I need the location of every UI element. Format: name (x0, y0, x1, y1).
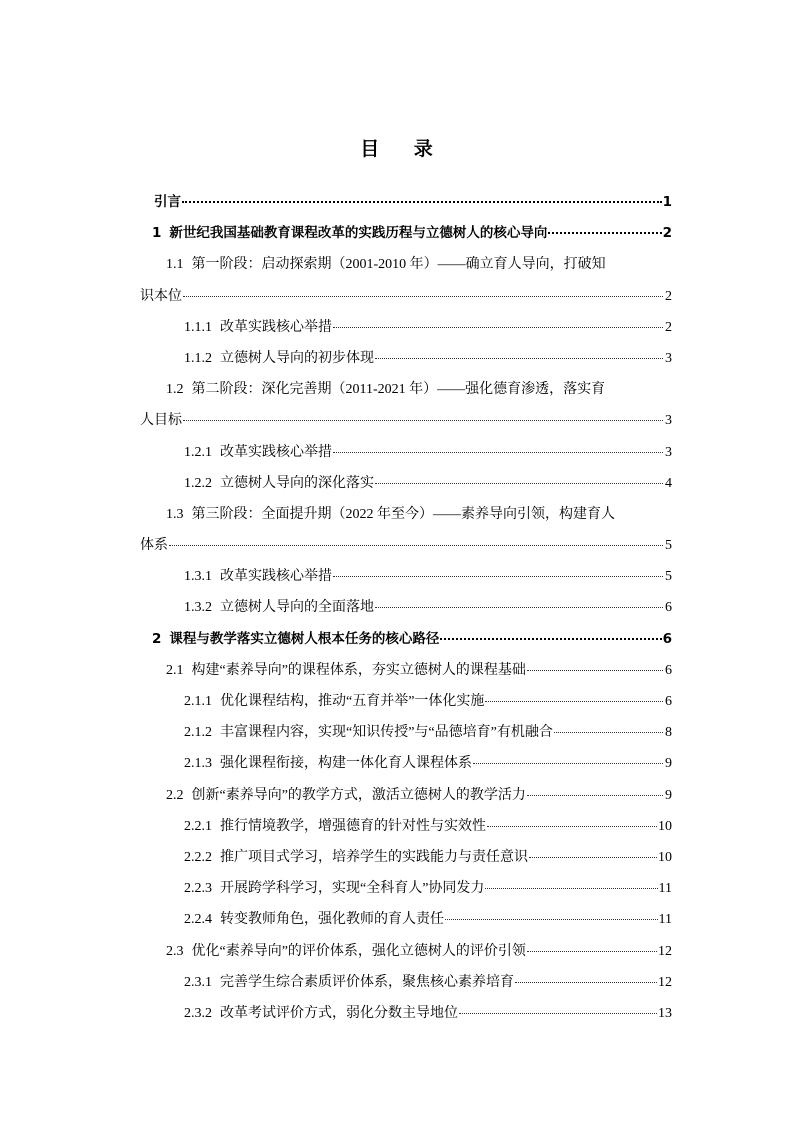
toc-title: 改革实践核心举措 (220, 569, 332, 585)
toc-entry-1-2-2[interactable] (140, 468, 672, 499)
toc-entry-1-3-line2[interactable] (140, 530, 672, 561)
toc-page: 1 (662, 194, 672, 210)
toc-entry-ch1[interactable] (140, 218, 672, 249)
toc-number: 2.1.2 (184, 725, 212, 741)
dot-leader (554, 718, 663, 733)
toc-number: 1.1 (166, 257, 184, 273)
toc-title-continued: 人目标 (140, 413, 182, 429)
toc-title: 创新“素养导向”的教学方式，激活立德树人的教学活力 (191, 787, 526, 803)
page-title: 目 录 (360, 138, 447, 160)
dot-leader (375, 593, 663, 608)
toc-title: 构建“素养导向”的课程体系，夯实立德树人的课程基础 (191, 662, 526, 678)
dot-leader (169, 531, 663, 546)
toc-page: 3 (665, 444, 672, 460)
dot-leader (515, 968, 657, 983)
toc-title: 优化课程结构，推动“五育并举”一体化实施 (220, 694, 485, 709)
dot-leader (529, 843, 657, 858)
toc-entry-2-2-4[interactable] (140, 904, 672, 935)
toc-page: 6 (665, 694, 672, 709)
toc-number: 1.2.2 (184, 475, 212, 491)
toc-page: 12 (658, 943, 672, 959)
toc-entry-2-2-2[interactable] (140, 842, 672, 873)
toc-number: 1.3.1 (184, 569, 212, 585)
toc-number: 1.1.2 (184, 350, 212, 366)
toc-entry-2-2[interactable] (140, 780, 672, 811)
toc-entry-ch2[interactable] (140, 624, 672, 655)
toc-title: 强化课程衔接，构建一体化育人课程体系 (220, 756, 472, 772)
toc-entry-2-1-2[interactable] (140, 717, 672, 748)
dot-leader (548, 218, 661, 234)
toc-number: 2.1.3 (184, 756, 212, 772)
toc-entry-2-3-1[interactable] (140, 967, 672, 998)
toc-entry-intro[interactable] (140, 187, 672, 218)
toc-page: 11 (658, 912, 672, 928)
toc-title: 立德树人导向的初步体现 (220, 350, 374, 366)
toc-number: 2.3.1 (184, 974, 212, 990)
toc-number: 1.1.1 (184, 319, 212, 335)
toc-number: 2 (152, 630, 162, 647)
dot-leader (473, 749, 663, 764)
toc-title: 第一阶段：启动探索期（2001-2010 年）——确立育人导向，打破知 (191, 257, 606, 273)
toc-page: 6 (665, 662, 672, 678)
dot-leader (182, 187, 662, 203)
toc-title: 改革实践核心举措 (220, 319, 332, 335)
toc-title-continued: 体系 (140, 538, 168, 554)
toc-page: 12 (658, 974, 672, 990)
toc-entry-1-2-line1[interactable] (140, 374, 672, 405)
dot-leader (445, 905, 658, 920)
toc-title: 开展跨学科学习，实现“全科育人”协同发力 (220, 881, 485, 897)
toc-page: 3 (665, 413, 672, 429)
toc-number: 2.2.3 (184, 881, 212, 897)
dot-leader (333, 562, 663, 577)
toc-entry-1-1-1[interactable] (140, 312, 672, 343)
toc-title: 优化“素养导向”的评价体系，强化立德树人的评价引领 (191, 943, 526, 959)
toc-number: 2.2.1 (184, 818, 212, 834)
toc-entry-1-2-1[interactable] (140, 437, 672, 468)
toc-title: 新世纪我国基础教育课程改革的实践历程与立德树人的核心导向 (169, 225, 548, 242)
toc-page: 13 (658, 1005, 672, 1021)
toc-page: 8 (665, 725, 672, 741)
toc-title: 推广项目式学习，培养学生的实践能力与责任意识 (220, 849, 528, 865)
toc-title: 转变教师角色，强化教师的育人责任 (220, 912, 444, 928)
toc-title: 推行情境教学，增强德育的针对性与实效性 (220, 818, 486, 834)
dot-leader (459, 999, 657, 1014)
toc-page: 4 (665, 475, 672, 491)
toc-number: 1.2 (166, 382, 184, 398)
toc-title: 丰富课程内容，实现“知识传授”与“品德培育”有机融合 (220, 725, 553, 741)
toc-number: 2.2.2 (184, 849, 212, 865)
toc-entry-2-3[interactable] (140, 936, 672, 967)
toc-number: 2.2.4 (184, 912, 212, 928)
dot-leader (183, 406, 663, 421)
dot-leader (183, 282, 663, 297)
toc-entry-2-3-2[interactable] (140, 998, 672, 1029)
toc-title: 第二阶段：深化完善期（2011-2021 年）——强化德育渗透，落实育 (191, 382, 606, 398)
toc-number: 1.3 (166, 506, 184, 522)
toc-number: 2.1 (166, 662, 184, 678)
dot-leader (333, 313, 663, 328)
toc-title: 完善学生综合素质评价体系，聚焦核心素养培育 (220, 974, 514, 990)
toc-entry-1-1-line1[interactable] (140, 249, 672, 280)
toc-entry-2-1-1[interactable] (140, 686, 672, 717)
dot-leader (527, 781, 663, 796)
toc-entry-1-1-2[interactable] (140, 343, 672, 374)
table-of-contents (140, 187, 672, 1029)
toc-page: 5 (665, 538, 672, 554)
toc-number: 2.1.1 (184, 694, 212, 709)
toc-number: 1.3.2 (184, 600, 212, 616)
toc-entry-1-2-line2[interactable] (140, 405, 672, 436)
toc-entry-1-3-1[interactable] (140, 561, 672, 592)
dot-leader (485, 687, 663, 702)
toc-title: 课程与教学落实立德树人根本任务的核心路径 (169, 630, 440, 647)
toc-entry-2-1-3[interactable] (140, 748, 672, 779)
toc-entry-1-3-line1[interactable] (140, 499, 672, 530)
toc-title: 引言 (154, 194, 181, 210)
toc-page: 11 (658, 881, 672, 897)
toc-page: 6 (662, 630, 672, 647)
toc-entry-2-2-1[interactable] (140, 811, 672, 842)
toc-entry-1-3-2[interactable] (140, 592, 672, 623)
toc-title: 立德树人导向的全面落地 (220, 600, 374, 616)
dot-leader (527, 937, 657, 952)
dot-leader (375, 344, 663, 359)
dot-leader (333, 438, 663, 453)
dot-leader (527, 656, 663, 671)
toc-number: 2.3.2 (184, 1005, 212, 1021)
toc-page: 5 (665, 569, 672, 585)
toc-number: 1.2.1 (184, 444, 212, 460)
toc-number: 2.3 (166, 943, 184, 959)
toc-page: 6 (665, 600, 672, 616)
toc-page: 9 (665, 756, 672, 772)
toc-number: 1 (152, 225, 162, 242)
toc-entry-2-1[interactable] (140, 655, 672, 686)
toc-page: 9 (665, 787, 672, 803)
toc-page: 2 (665, 288, 672, 304)
toc-page: 3 (665, 350, 672, 366)
toc-title: 立德树人导向的深化落实 (220, 475, 374, 491)
toc-number: 2.2 (166, 787, 184, 803)
toc-title: 第三阶段：全面提升期（2022 年至今）——素养导向引领，构建育人 (191, 506, 615, 522)
toc-title-continued: 识本位 (140, 288, 182, 304)
toc-page: 10 (658, 818, 672, 834)
toc-page: 2 (662, 225, 672, 242)
dot-leader (485, 874, 657, 889)
dot-leader (487, 812, 657, 827)
toc-entry-1-1-line2[interactable] (140, 281, 672, 312)
toc-title: 改革实践核心举措 (220, 444, 332, 460)
dot-leader (375, 469, 663, 484)
toc-page: 10 (658, 849, 672, 865)
dot-leader (440, 624, 661, 640)
toc-entry-2-2-3[interactable] (140, 873, 672, 904)
toc-page: 2 (665, 319, 672, 335)
toc-title: 改革考试评价方式，弱化分数主导地位 (220, 1005, 458, 1021)
